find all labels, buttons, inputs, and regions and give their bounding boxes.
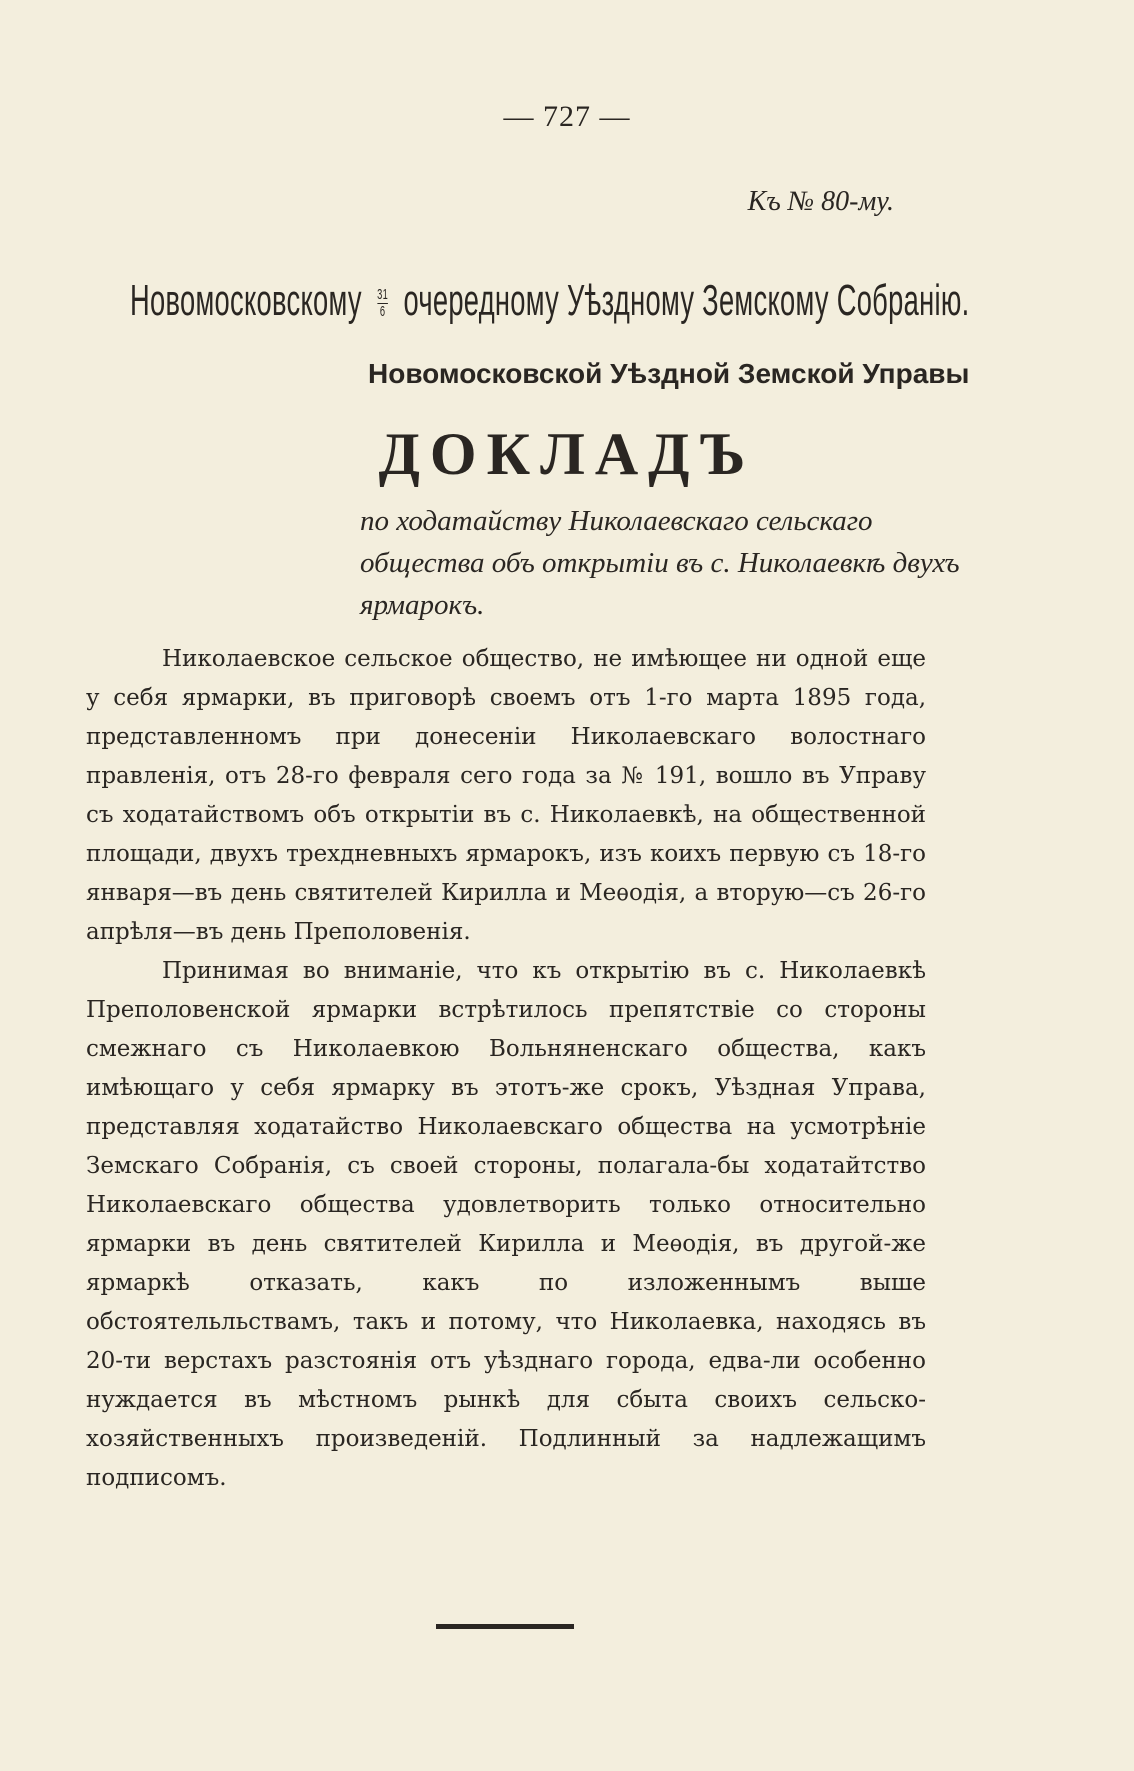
addressee-before: Новомосковскому xyxy=(130,276,362,325)
addressee-after: очередному Уѣздному Земскому Собранію. xyxy=(403,276,970,325)
session-fraction xyxy=(377,287,388,320)
body-paragraph-1: Николаевское сельское общество, не имѣющее ни одной еще у себя ярмарки, въ приговорѣ своемъ отъ 1-го марта 1895 года, представленномъ при донесеніи Николаевскаго волостнаго правленія, отъ 28-го февраля сего года за № 191, вошло въ Управу съ ходатайствомъ объ открытіи въ с. Николаевкѣ, на общественной площади, двухъ трехдневныхъ ярмарокъ, изъ коихъ первую съ 18-го января—въ день святителей Кирилла и Меѳодія, а вторую—съ 26-го апрѣля—въ день Преполовенія. xyxy=(86,646,926,945)
document-body xyxy=(86,640,926,1498)
page-number: — 727 — xyxy=(503,100,631,133)
addressee-heading xyxy=(130,276,970,326)
reference-number: Къ № 80-му. xyxy=(747,186,894,217)
document-title: ДОКЛАДЪ xyxy=(378,421,756,487)
fraction-denominator: 6 xyxy=(379,302,386,320)
issuing-board: Новомосковской Уѣздной Земской Управы xyxy=(368,358,970,389)
closing-rule xyxy=(436,1624,574,1629)
fraction-numerator: 31 xyxy=(377,285,389,303)
document-subject: по ходатайству Николаевскаго сельскаго общества объ открытіи въ с. Николаевкѣ двухъ ярмарокъ. xyxy=(360,505,960,621)
body-paragraph-2: Принимая во вниманіе, что къ открытію въ с. Николаевкѣ Преполовенской ярмарки встрѣтилось препятствіе со стороны смежнаго съ Николаевкою Вольняненскаго общества, какъ имѣющаго у себя ярмарку въ этотъ-же срокъ, Уѣздная Управа, представляя ходатайство Николаевскаго общества на усмотрѣніе Земскаго Собранія, съ своей стороны, полагала-бы ходатайтство Николаевскаго общества удовлетворить только относительно ярмарки въ день святителей Кирилла и Меѳодія, въ другой-же ярмаркѣ отказать, какъ по изложеннымъ выше обстоятельльствамъ, такъ и потому, что Николаевка, находясь въ 20-ти верстахъ разстоянія отъ уѣзднаго города, едва-ли особенно нуждается въ мѣстномъ рынкѣ для сбыта своихъ сельско-хозяйственныхъ произведеній. Подлинный за надлежащимъ подписомъ. xyxy=(86,958,926,1491)
